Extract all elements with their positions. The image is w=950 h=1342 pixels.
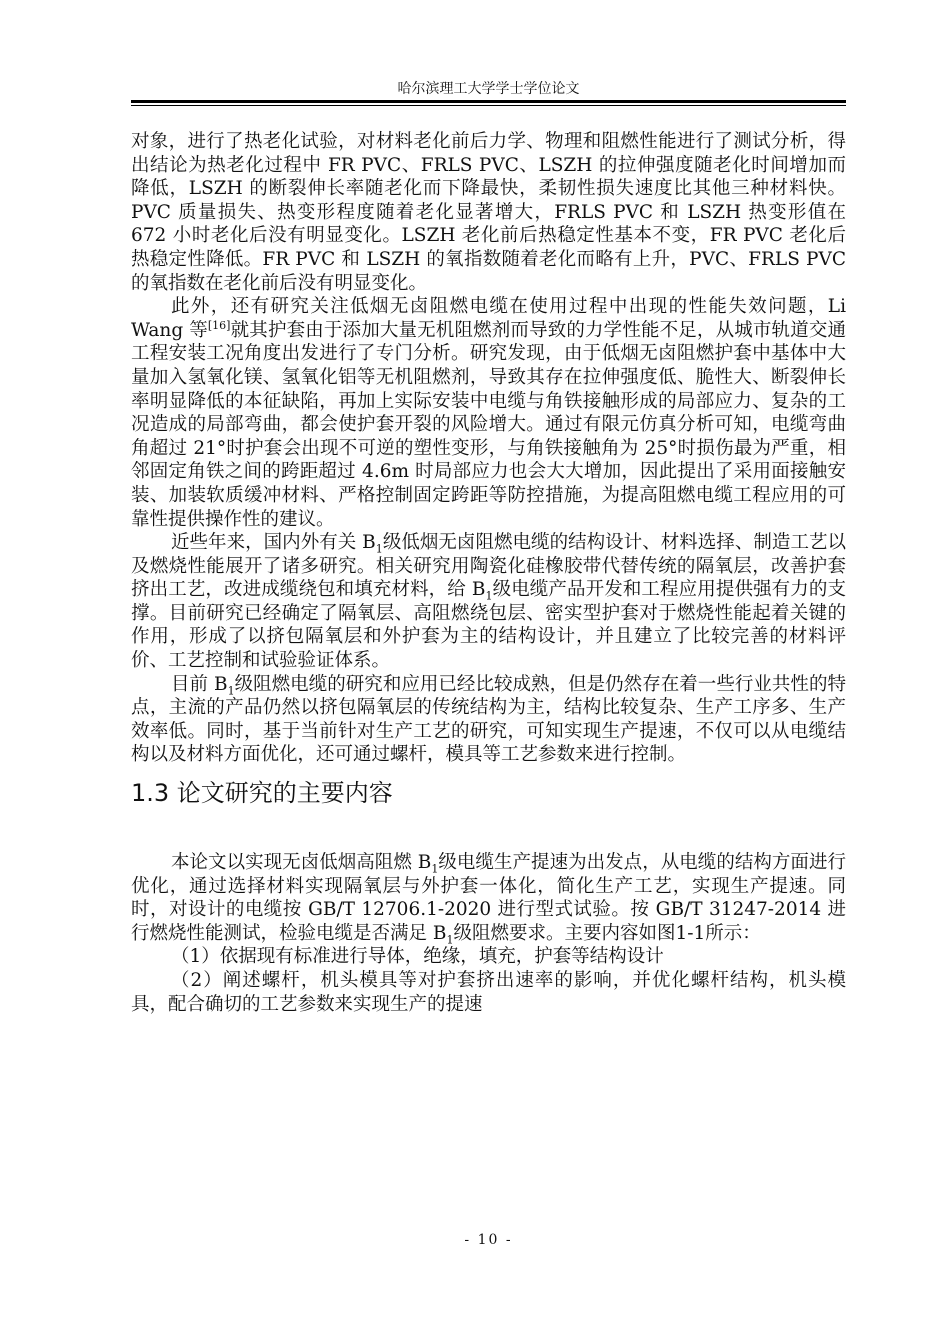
- paragraph-text: 就其护套由于添加大量无机阻燃剂而导致的力学性能不足，从城市轨道交通工程安装工况角度出发进行了专门分析。研究发现，由于低烟无卤阻燃护套中基体中大量加入氢氧化镁、氢氧化铝等无机阻燃剂，导致其存在拉伸强度低、脆性大、断裂伸长率明显降低的本征缺陷，再加上实际安装中电缆与角铁接触形成的局部应力、复杂的工况造成的局部弯曲，都会使护套开裂的风险增大。通过有限元仿真分析可知，电缆弯曲角超过 21°时护套会出现不可逆的塑性变形，与角铁接触角为 25°时损伤最为严重，相邻固定角铁之间的跨距超过 4.6m 时局部应力也会大大增加，因此提出了采用面接触安装、加装软质缓冲材料、严格控制固定跨距等防控措施，为提高阻燃电缆工程应用的可靠性提供操作性的建议。: [131, 319, 846, 530]
- page-body: [131, 130, 846, 1016]
- paragraph-text: 级电缆产品开发和工程应用提供强有力的支撑。目前研究已经确定了隔氧层、高阻燃绕包层、密实型护套对于燃烧性能起着关键的作用，形成了以挤包隔氧层和外护套为主的结构设计，并且建立了比较完善的材料评价、工艺控制和试验验证体系。: [131, 579, 846, 672]
- page-number: - 10 -: [464, 1232, 513, 1248]
- header-rule-thick: [131, 100, 846, 103]
- citation-ref: [16]: [207, 318, 231, 332]
- subscript: 1: [375, 542, 383, 556]
- section-heading: 1.3 论文研究的主要内容: [131, 779, 393, 808]
- paragraph-failure-analysis: [131, 295, 846, 531]
- paragraph-recent-research: [131, 531, 846, 673]
- paragraph-text: 近些年来，国内外有关 B: [171, 532, 376, 554]
- paragraph-text: 级阻燃电缆的研究和应用已经比较成熟，但是仍然存在着一些行业共性的特点，主流的产品仍然以挤包隔氧层的传统结构为主，结构比较复杂、生产工序多、生产效率低。同时，基于当前针对生产工艺的研究，可知实现生产提速，不仅可以从电缆结构以及材料方面优化，还可通过螺杆，模具等工艺参数来进行控制。: [131, 673, 846, 766]
- paragraph-thesis-scope: [131, 851, 846, 945]
- list-item-structure-design: （1）依据现有标准进行导体，绝缘，填充，护套等结构设计: [171, 946, 664, 968]
- paragraph-text: 级低烟无卤阻燃电缆的结构设计、材料选择、制造工艺以及燃烧性能展开了诸多研究。相关研究用陶瓷化硅橡胶带代替传统的隔氧层，改善护套挤出工艺，改进成缆绕包和填充材料，给 B: [131, 532, 846, 601]
- running-header: 哈尔滨理工大学学士学位论文: [397, 81, 580, 97]
- paragraph-current-status: [131, 673, 846, 767]
- paragraph-text: 级电缆生产提速为出发点，从电缆的结构方面进行优化，通过选择材料实现隔氧层与外护套一体化，简化生产工艺，实现生产提速。同时，对设计的电缆按 GB/T 12706.1-2020 进行型式试验。按 GB/T 31247-2014 进行燃烧性能测试，检验电缆是否满足 B: [131, 852, 846, 944]
- paragraph-text: 本论文以实现无卤低烟高阻燃 B: [171, 852, 432, 874]
- paragraph-aging-test: [131, 130, 846, 295]
- paragraph-text: 对象，进行了热老化试验，对材料老化前后力学、物理和阻燃性能进行了测试分析，得出结论为热老化过程中 FR PVC、FRLS PVC、LSZH 的拉伸强度随老化时间增加而降低，LSZH 的断裂伸长率随老化而下降最快，柔韧性损失速度比其他三种材料快。PVC 质量损失、热变形程度随着老化显著增大，FRLS PVC 和 LSZH 热变形值在 672 小时老化后没有明显变化。LSZH 老化前后热稳定性基本不变，FR PVC 老化后热稳定性降低。FR PVC 和 LSZH 的氧指数随着老化而略有上升，PVC、FRLS PVC 的氧指数在老化前后没有明显变化。: [131, 131, 846, 294]
- paragraph-text: 此外，还有研究关注低烟无卤阻燃电缆在使用过程中出现的性能失效问题，Li Wang 等: [131, 296, 846, 341]
- header-rule-thin: [131, 105, 846, 106]
- list-item-extrusion-optimization: （2）阐述螺杆，机头模具等对护套挤出速率的影响，并优化螺杆结构，机头模具，配合确切的工艺参数来实现生产的提速: [131, 970, 846, 1015]
- subscript: 1: [431, 862, 439, 876]
- subscript: 1: [446, 933, 454, 947]
- paragraph-text: 级阻燃要求。主要内容如图1-1所示：: [453, 922, 761, 944]
- subscript: 1: [227, 684, 235, 698]
- subscript: 1: [485, 589, 493, 603]
- paragraph-text: 目前 B: [171, 673, 228, 695]
- spacer: [131, 829, 846, 851]
